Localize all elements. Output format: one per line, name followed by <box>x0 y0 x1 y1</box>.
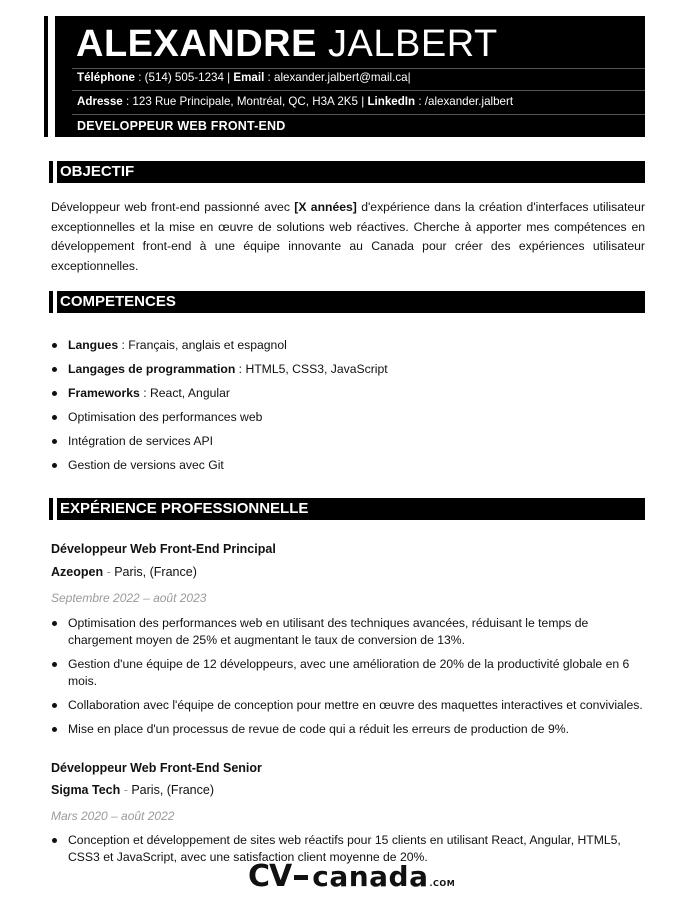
job-title-1: Développeur Web Front-End Principal <box>51 542 276 556</box>
list-item: Optimisation des performances web en utilisant des techniques avancées, réduisant le temps de chargement moyen de 25% et augmentant le taux de conversion de 13%. <box>51 615 645 649</box>
dates-1: Septembre 2022 – août 2023 <box>51 591 207 605</box>
job-title: DEVELOPPEUR WEB FRONT-END <box>77 119 286 133</box>
job-title-2: Développeur Web Front-End Senior <box>51 761 262 775</box>
list-item: Conception et développement de sites web réactifs pour 15 clients en utilisant React, Angular, HTML5, CSS3 et JavaScript, avec une satisfaction client moyenne de 20%. <box>51 832 645 866</box>
list-item: Gestion de versions avec Git <box>51 457 645 481</box>
objective-paragraph: Développeur web front-end passionné avec [X années] d'expérience dans la création d'interfaces utilisateur exceptionnelles et la mise en œuvre de solutions web réactives. Cherche à apporter mes compétences en développement front-end à une équipe innovante au Canada pour créer des expériences utilisateur exceptionnelles. <box>51 200 646 273</box>
skills-list <box>51 337 645 481</box>
company-1: Azeopen - Paris, (France) <box>51 565 197 579</box>
list-item: Frameworks : React, Angular <box>51 385 645 409</box>
cv-canada-logo: CV canada.COM <box>248 859 456 894</box>
bullet-icon <box>52 391 57 396</box>
list-item: Langues : Français, anglais et espagnol <box>51 337 645 361</box>
list-item: Intégration de services API <box>51 433 645 457</box>
section-heading-objective: OBJECTIF <box>49 161 645 183</box>
header-accent-bar <box>48 16 55 137</box>
bullet-icon <box>52 463 57 468</box>
bullet-icon <box>52 662 57 667</box>
company-2: Sigma Tech - Paris, (France) <box>51 783 214 797</box>
bullet-icon <box>52 439 57 444</box>
dates-2: Mars 2020 – août 2022 <box>51 809 175 823</box>
job-1-achievements <box>51 615 645 745</box>
bullet-icon <box>52 367 57 372</box>
list-item: Langages de programmation : HTML5, CSS3, JavaScript <box>51 361 645 385</box>
bullet-icon <box>52 838 57 843</box>
list-item: Optimisation des performances web <box>51 409 645 433</box>
header-divider <box>72 68 645 69</box>
bullet-icon <box>52 727 57 732</box>
header-divider <box>72 90 645 91</box>
list-item: Mise en place d'un processus de revue de code qui a réduit les erreurs de production de 9%. <box>51 721 645 738</box>
header-divider <box>72 114 645 115</box>
section-heading-skills: COMPETENCES <box>49 291 645 313</box>
bullet-icon <box>52 703 57 708</box>
contact-row-2: Adresse : 123 Rue Principale, Montréal, QC, H3A 2K5 | LinkedIn : /alexander.jalbert <box>77 95 514 108</box>
list-item: Collaboration avec l'équipe de conception pour mettre en œuvre des maquettes interactives et conviviales. <box>51 697 645 714</box>
resume-header <box>44 16 645 137</box>
bullet-icon <box>52 621 57 626</box>
bullet-icon <box>52 415 57 420</box>
contact-row-1: Téléphone : (514) 505-1234 | Email : alexander.jalbert@mail.ca| <box>77 71 411 84</box>
list-item: Gestion d'une équipe de 12 développeurs, avec une amélioration de 20% de la productivité globale en 6 mois. <box>51 656 645 690</box>
candidate-name: ALEXANDRE JALBERT <box>76 23 498 65</box>
bullet-icon <box>52 343 57 348</box>
section-heading-experience: EXPÉRIENCE PROFESSIONNELLE <box>49 498 645 520</box>
